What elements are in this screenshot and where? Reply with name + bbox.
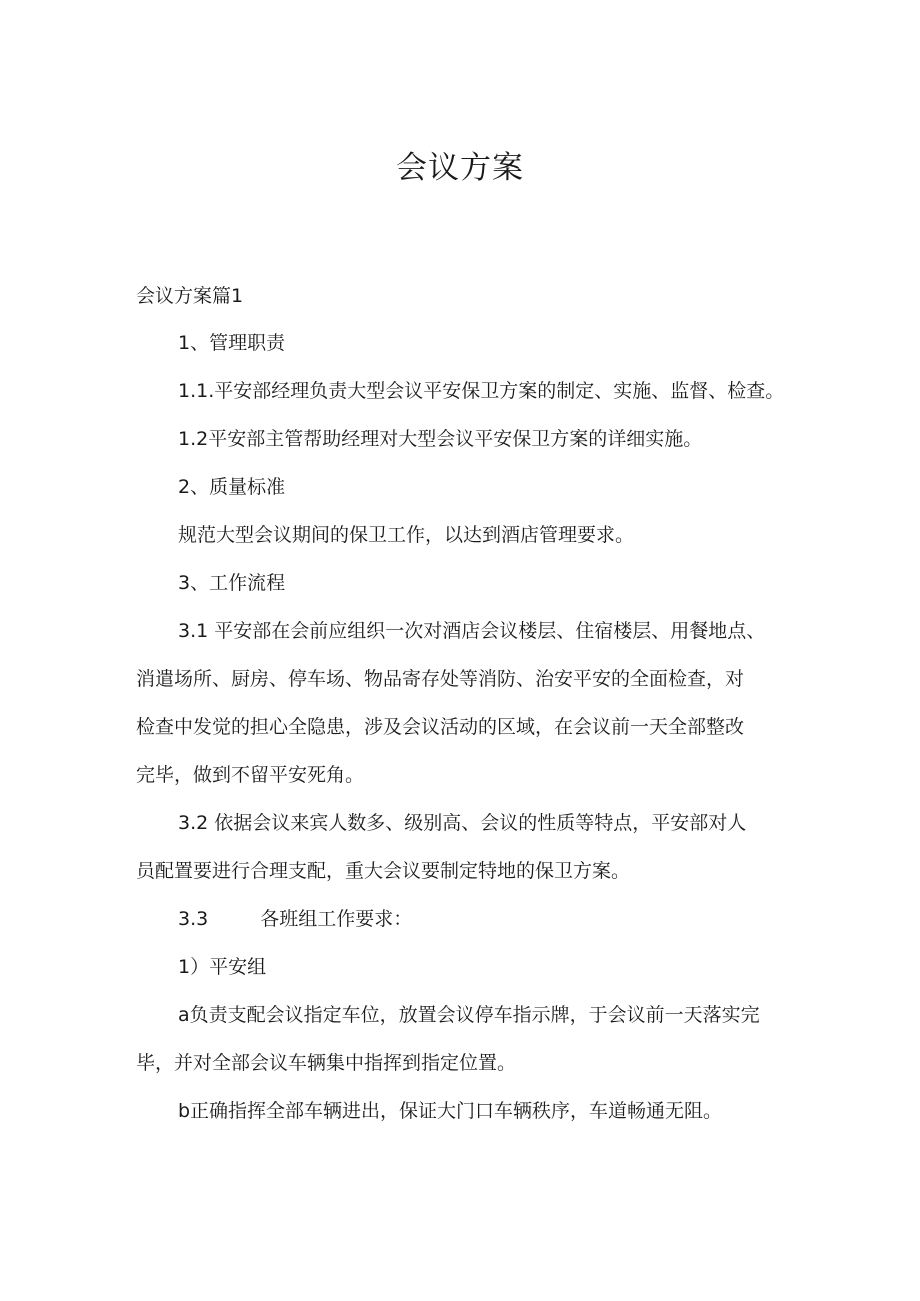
paragraph-item-a — [136, 1001, 786, 1077]
paragraph-security-group — [136, 953, 786, 981]
paragraph-heading-2 — [136, 473, 786, 501]
paragraph-line: 2、质量标准 — [178, 476, 286, 498]
section-title: 会议方案篇1 — [136, 285, 244, 307]
paragraph-line: 1.1.平安部经理负责大型会议平安保卫方案的制定、实施、监督、检查。 — [178, 380, 785, 402]
paragraph-item-b — [136, 1097, 786, 1125]
paragraph-line: 3.1 平安部在会前应组织一次对酒店会议楼层、住宿楼层、用餐地点、 — [178, 620, 766, 642]
paragraph-quality — [136, 521, 786, 549]
paragraph-line: b正确指挥全部车辆进出，保证大门口车辆秩序，车道畅通无阻。 — [178, 1100, 723, 1122]
paragraph-line — [178, 905, 786, 933]
paragraph-line: 规范大型会议期间的保卫工作，以达到酒店管理要求。 — [178, 524, 635, 546]
paragraph-heading-3 — [136, 569, 786, 597]
paragraph-line: 检查中发觉的担心全隐患，涉及会议活动的区域，在会议前一天全部整改 — [136, 716, 745, 738]
paragraph-line: 3.2 依据会议来宾人数多、级别高、会议的性质等特点，平安部对人 — [178, 812, 747, 834]
paragraph-line: 1.2平安部主管帮助经理对大型会议平安保卫方案的详细实施。 — [178, 428, 703, 450]
paragraph-3-3 — [136, 905, 786, 933]
paragraph-line: a负责支配会议指定车位，放置会议停车指示牌，于会议前一天落实完 — [178, 1004, 760, 1026]
section-number: 3.3 — [178, 908, 209, 930]
paragraph-3-1 — [136, 617, 786, 789]
paragraph-line: 毕，并对全部会议车辆集中指挥到指定位置。 — [136, 1052, 517, 1074]
paragraph-line: 完毕，做到不留平安死角。 — [136, 764, 365, 786]
paragraph-line: 3、工作流程 — [178, 572, 286, 594]
paragraph-1-1 — [136, 377, 786, 405]
paragraph-line: 1）平安组 — [178, 956, 267, 978]
paragraph-line: 1、管理职责 — [178, 332, 286, 354]
paragraph-line: 员配置要进行合理支配，重大会议要制定特地的保卫方案。 — [136, 860, 631, 882]
paragraph-heading-1 — [136, 329, 786, 357]
paragraph-line: 消遣场所、厨房、停车场、物品寄存处等消防、治安平安的全面检查，对 — [136, 668, 745, 690]
section-text: 各班组工作要求： — [260, 908, 413, 930]
paragraph-3-2 — [136, 809, 786, 885]
document-title: 会议方案 — [396, 150, 524, 186]
paragraph-1-2 — [136, 425, 786, 453]
document-body — [136, 329, 786, 1145]
